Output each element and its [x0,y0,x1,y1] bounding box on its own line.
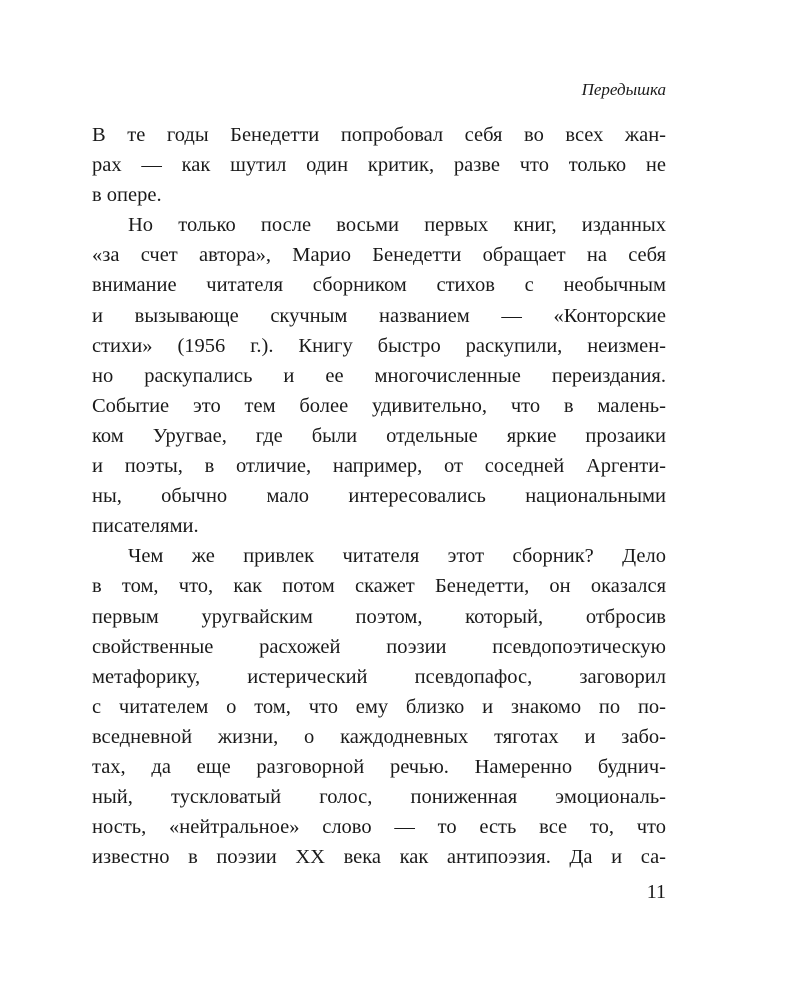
text-line: но раскупались и ее многочисленные переиздания. [92,364,666,387]
text-line: вседневной жизни, о каждодневных тяготах и забо- [92,725,666,748]
text-line: первым уругвайским поэтом, который, отбросив [92,605,666,628]
text-line: тах, да еще разговорной речью. Намеренно буднич- [92,755,666,778]
text-line: ком Уругвае, где были отдельные яркие прозаики [92,424,666,447]
running-head: Передышка [581,80,666,99]
text-line: Событие это тем более удивительно, что в малень- [92,394,666,417]
text-line: рах — как шутил один критик, разве что только не [92,154,666,177]
text-line: в том, что, как потом скажет Бенедетти, он оказался [92,575,666,598]
page-number: 11 [646,881,666,903]
text-line: Чем же привлек читателя этот сборник? Дело [128,545,666,568]
text-line: метафорику, истерический псевдопафос, заговорил [92,665,666,688]
body-text [92,120,666,872]
paragraph-3 [92,541,666,872]
text-line: известно в поэзии XX века как антипоэзия. Да и са- [92,846,666,869]
text-line: «за счет автора», Марио Бенедетти обращает на себя [92,244,666,267]
text-line: и поэты, в отличие, например, от соседней Аргенти- [92,455,666,478]
text-line: ность, «нейтральное» слово — то есть все то, что [92,816,666,839]
text-line: ны, обычно мало интересовались национальными [92,485,666,508]
text-line: стихи» (1956 г.). Книгу быстро раскупили, неизмен- [92,334,666,357]
paragraph-2 [92,210,666,541]
text-line: и вызывающе скучным названием — «Конторские [92,304,666,327]
text-line: с читателем о том, что ему близко и знакомо по по- [92,695,666,718]
text-line: в опере. [92,184,162,207]
text-line: писателями. [92,515,199,538]
text-line: внимание читателя сборником стихов с необычным [92,274,666,297]
text-line: свойственные расхожей поэзии псевдопоэтическую [92,635,666,658]
text-line: ный, тускловатый голос, пониженная эмоциональ- [92,786,666,809]
paragraph-1 [92,120,666,210]
text-line: В те годы Бенедетти попробовал себя во всех жан- [92,124,666,146]
text-line: Но только после восьми первых книг, изданных [128,214,666,237]
